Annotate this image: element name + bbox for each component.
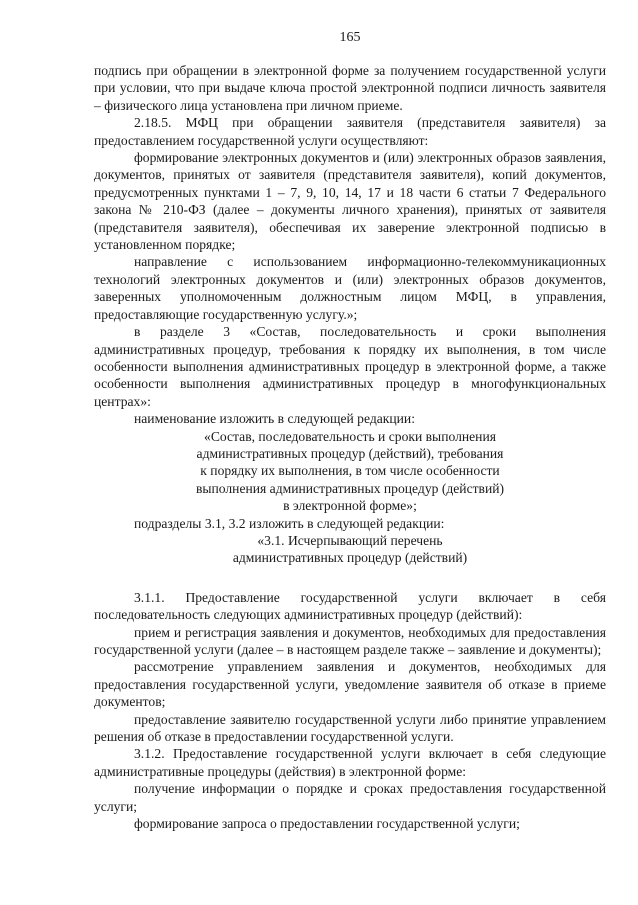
page-number: 165 [339, 30, 361, 45]
section-title-line: к порядку их выполнения, в том числе особенности [200, 463, 500, 479]
section-title-line: «Состав, последовательность и сроки выполнения [204, 428, 496, 444]
section-title [94, 428, 606, 515]
body-bottom [94, 589, 606, 833]
paragraph: получение информации о порядке и сроках предоставления государственной услуги; [94, 781, 606, 814]
body-top [94, 62, 606, 428]
section-title-line: в электронной форме»; [283, 498, 417, 514]
paragraph: наименование изложить в следующей редакции: [134, 411, 415, 427]
subsections-intro: подразделы 3.1, 3.2 изложить в следующей редакции: [134, 515, 445, 531]
paragraph: 3.1.2. Предоставление государственной услуги включает в себя следующие административные процедуры (действия) в электронной форме: [94, 746, 606, 779]
subsection-title-line: «3.1. Исчерпывающий перечень [257, 532, 443, 548]
paragraph: в разделе 3 «Состав, последовательность и сроки выполнения административных процедур, требования к порядку их выполнения, в том числе особенности выполнения административных процедур в электронной форме, а также особенности выполнения административных процедур в многофункциональных центрах»: [94, 324, 606, 409]
paragraph: рассмотрение управлением заявления и документов, необходимых для предоставления государственной услуги, уведомление заявителя об отказе в приеме документов; [94, 659, 606, 710]
paragraph: направление с использованием информационно-телекоммуникационных технологий электронных документов и (или) электронных образов документов, заверенных уполномоченным должностным лицом МФЦ, в управления, предоставляющие государственную услугу.»; [94, 254, 606, 322]
spacer [94, 567, 606, 589]
paragraph: предоставление заявителю государственной услуги либо принятие управлением решения об отказе в предоставлении государственной услуги. [94, 711, 606, 745]
paragraph: 3.1.1. Предоставление государственной услуги включает в себя последовательность следующих административных процедур (действий): [94, 589, 606, 623]
paragraph: прием и регистрация заявления и документов, необходимых для предоставления государственной услуги (далее – в настоящем разделе также – заявление и документы); [94, 624, 606, 657]
section-title-line: административных процедур (действий), требования [196, 445, 504, 461]
paragraph: формирование запроса о предоставлении государственной услуги; [134, 816, 520, 832]
subsection-title-line: административных процедур (действий) [232, 550, 468, 566]
paragraph: 2.18.5. МФЦ при обращении заявителя (представителя заявителя) за предоставлением государственной услуги осуществляют: [94, 115, 606, 148]
paragraph: формирование электронных документов и (или) электронных образов заявления, документов, принятых от заявителя (представителя заявителя), копий документов, предусмотренных пунктами 1 – 7, 9, 10, 14, 17 и 18 части 6 статьи 7 Федерального закона № 210-ФЗ (далее – документы личного хранения), принятых от заявителя (представителя заявителя), обеспечивая их заверение электронной подписью в установленном порядке; [94, 150, 606, 253]
paragraph: подпись при обращении в электронной форме за получением государственной услуги при условии, что при выдаче ключа простой электронной подписи личность заявителя – физического лица установлена при личном приеме. [94, 63, 606, 113]
subsection-title [94, 532, 606, 567]
section-title-line: выполнения административных процедур (действий) [195, 480, 505, 496]
